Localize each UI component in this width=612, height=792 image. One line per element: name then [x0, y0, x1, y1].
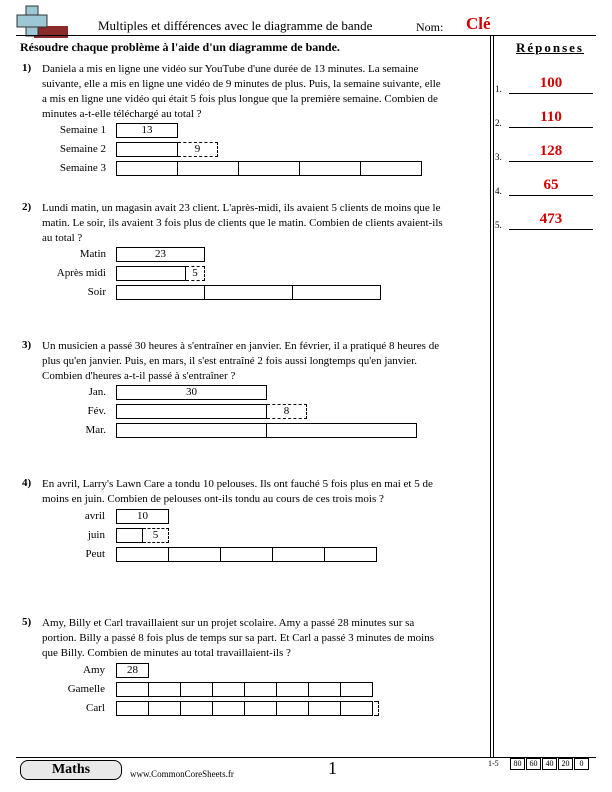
- worksheet-title: Multiples et différences avec le diagramme de bande: [98, 18, 373, 33]
- tape-label: avril: [84, 510, 105, 522]
- name-label: Nom:: [416, 20, 444, 34]
- answer-number: 4.: [495, 186, 502, 196]
- problem-line: Combien d'heures a-t-il passé à s'entraîner ?: [42, 370, 236, 382]
- score-box: 60: [526, 758, 541, 770]
- name-value: Clé: [466, 14, 491, 33]
- tape-segment: [244, 701, 277, 716]
- tape-segment: [238, 161, 300, 176]
- tape-segment: [116, 701, 149, 716]
- answer-line: [509, 93, 593, 94]
- tape-segment: [148, 682, 181, 697]
- tape-segment: [266, 423, 417, 438]
- score-box: 20: [558, 758, 573, 770]
- problem-number: 3): [22, 339, 32, 351]
- tape-extra-segment: 5: [143, 528, 169, 543]
- tape-extra-segment: [374, 701, 379, 716]
- answer-line: [509, 127, 593, 128]
- problem-number: 5): [22, 616, 32, 628]
- tape-label: Semaine 1: [59, 124, 106, 136]
- problem-line: que Billy. Combien de minutes au total travaillaient-ils ?: [42, 647, 291, 659]
- tape-extra-segment: 5: [186, 266, 205, 281]
- tape-label: Mar.: [85, 424, 106, 436]
- score-box: 80: [510, 758, 525, 770]
- tape-segment: [116, 423, 267, 438]
- problem-line: portion. Billy a passé 8 fois plus de temps sur sa part. Et Carl a passé 3 minutes de moins: [42, 632, 434, 644]
- site-url[interactable]: www.CommonCoreSheets.fr: [130, 769, 234, 779]
- tape-segment: [340, 701, 373, 716]
- problem-line: minutes a-t-elle téléchargé au total ?: [42, 108, 202, 120]
- answer-column-divider: [490, 35, 491, 757]
- tape-segment: [180, 682, 213, 697]
- answer-row: [495, 98, 595, 128]
- tape-segment: 23: [116, 247, 205, 262]
- tape-segment: [204, 285, 293, 300]
- tape-segment: [177, 161, 239, 176]
- tape-label: Gamelle: [67, 683, 105, 695]
- header-divider: [16, 35, 596, 36]
- tape-segment: [116, 161, 178, 176]
- tape-label: Jan.: [88, 386, 106, 398]
- instructions: Résoudre chaque problème à l'aide d'un diagramme de bande.: [20, 40, 340, 54]
- problem-number: 2): [22, 201, 32, 213]
- answer-row: [495, 64, 595, 94]
- answer-row: [495, 200, 595, 230]
- answer-row: [495, 166, 595, 196]
- problem-text: [42, 201, 487, 246]
- tape-segment: [244, 682, 277, 697]
- tape-segment: 10: [116, 509, 169, 524]
- answer-value: 100: [539, 75, 563, 91]
- problem-number: 4): [22, 477, 32, 489]
- answer-value: 65: [543, 177, 559, 193]
- problem-line: Un musicien a passé 30 heures à s'entraîner en janvier. En février, il a pratiqué 8 heures de: [42, 340, 440, 352]
- tape-segment: [116, 142, 178, 157]
- footer-divider: [16, 757, 596, 758]
- tape-segment: [116, 404, 267, 419]
- problem-line: plus qu'en janvier. Puis, en mars, il s'est entraîné 2 fois aussi longtemps qu'en janvier.: [42, 355, 417, 367]
- problem-line: moins en juin. Combien de pelouses ont-ils tondu au cours de ces trois mois ?: [42, 493, 384, 505]
- tape-segment: [308, 701, 341, 716]
- score-range-label: 1-5: [488, 759, 499, 768]
- tape-label: Soir: [87, 286, 106, 298]
- answer-number: 2.: [495, 118, 502, 128]
- problem-line: au total ?: [42, 232, 83, 244]
- problem-line: Lundi matin, un magasin avait 23 client. L'après-midi, ils avaient 5 clients de moins que le: [42, 202, 441, 214]
- subject-badge: Maths: [20, 760, 122, 780]
- tape-extra-segment: 9: [178, 142, 218, 157]
- tape-segment: [148, 701, 181, 716]
- answer-value: 128: [539, 143, 563, 159]
- tape-segment: [212, 701, 245, 716]
- answer-number: 3.: [495, 152, 502, 162]
- tape-label: Après midi: [56, 267, 106, 279]
- answer-line: [509, 161, 593, 162]
- answer-column-divider-inner: [493, 35, 494, 757]
- tape-label: Semaine 2: [59, 143, 106, 155]
- score-box: 0: [574, 758, 589, 770]
- tape-label: Fév.: [87, 405, 106, 417]
- tape-segment: [276, 682, 309, 697]
- tape-segment: [212, 682, 245, 697]
- tape-label: Semaine 3: [59, 162, 106, 174]
- answers-heading: Réponses: [515, 40, 584, 55]
- answer-row: [495, 132, 595, 162]
- tape-segment: [299, 161, 361, 176]
- answer-value: 473: [539, 211, 563, 227]
- problem-line: Daniela a mis en ligne une vidéo sur YouTube d'une durée de 13 minutes. La semaine: [42, 63, 419, 75]
- tape-segment: [168, 547, 221, 562]
- tape-label: juin: [87, 529, 105, 541]
- tape-segment: [116, 528, 143, 543]
- tape-segment: [180, 701, 213, 716]
- answer-number: 5.: [495, 220, 502, 230]
- answer-value: 110: [540, 109, 562, 125]
- tape-label: Matin: [79, 248, 106, 260]
- tape-label: Carl: [86, 702, 105, 714]
- answer-number: 1.: [495, 84, 502, 94]
- tape-segment: [340, 682, 373, 697]
- problem-text: [42, 339, 487, 384]
- answer-line: [509, 195, 593, 196]
- problem-line: matin. Le soir, ils avaient 3 fois plus de clients que le matin. Combien de clients avaient-ils: [42, 217, 443, 229]
- problem-line: Amy, Billy et Carl travaillaient sur un projet scolaire. Amy a passé 28 minutes sur sa: [42, 617, 415, 629]
- problem-number: 1): [22, 62, 32, 74]
- tape-segment: [276, 701, 309, 716]
- problem-line: En avril, Larry's Lawn Care a tondu 10 pelouses. Ils ont fauché 5 fois plus en mai et 5 de: [42, 478, 433, 490]
- problem-text: [42, 616, 487, 661]
- problem-line: a mis en ligne une vidéo qui était 5 fois plus longue que la première semaine. Combien de: [42, 93, 438, 105]
- problem-line: suivante, elle a mis en ligne une vidéo de 9 minutes de plus. Puis, la semaine suivante, elle: [42, 78, 441, 90]
- tape-segment: 30: [116, 385, 267, 400]
- tape-segment: [116, 682, 149, 697]
- tape-segment: [324, 547, 377, 562]
- tape-segment: [360, 161, 422, 176]
- score-box: 40: [542, 758, 557, 770]
- tape-segment: [272, 547, 325, 562]
- tape-segment: [116, 547, 169, 562]
- tape-segment: [220, 547, 273, 562]
- tape-segment: [116, 266, 186, 281]
- tape-segment: 13: [116, 123, 178, 138]
- problem-text: [42, 62, 487, 122]
- tape-label: Amy: [83, 664, 105, 676]
- tape-extra-segment: 8: [267, 404, 307, 419]
- tape-label: Peut: [85, 548, 105, 560]
- problem-text: [42, 477, 487, 507]
- tape-segment: [116, 285, 205, 300]
- tape-segment: [308, 682, 341, 697]
- tape-segment: 28: [116, 663, 149, 678]
- page-number: 1: [328, 758, 337, 778]
- tape-segment: [292, 285, 381, 300]
- answer-line: [509, 229, 593, 230]
